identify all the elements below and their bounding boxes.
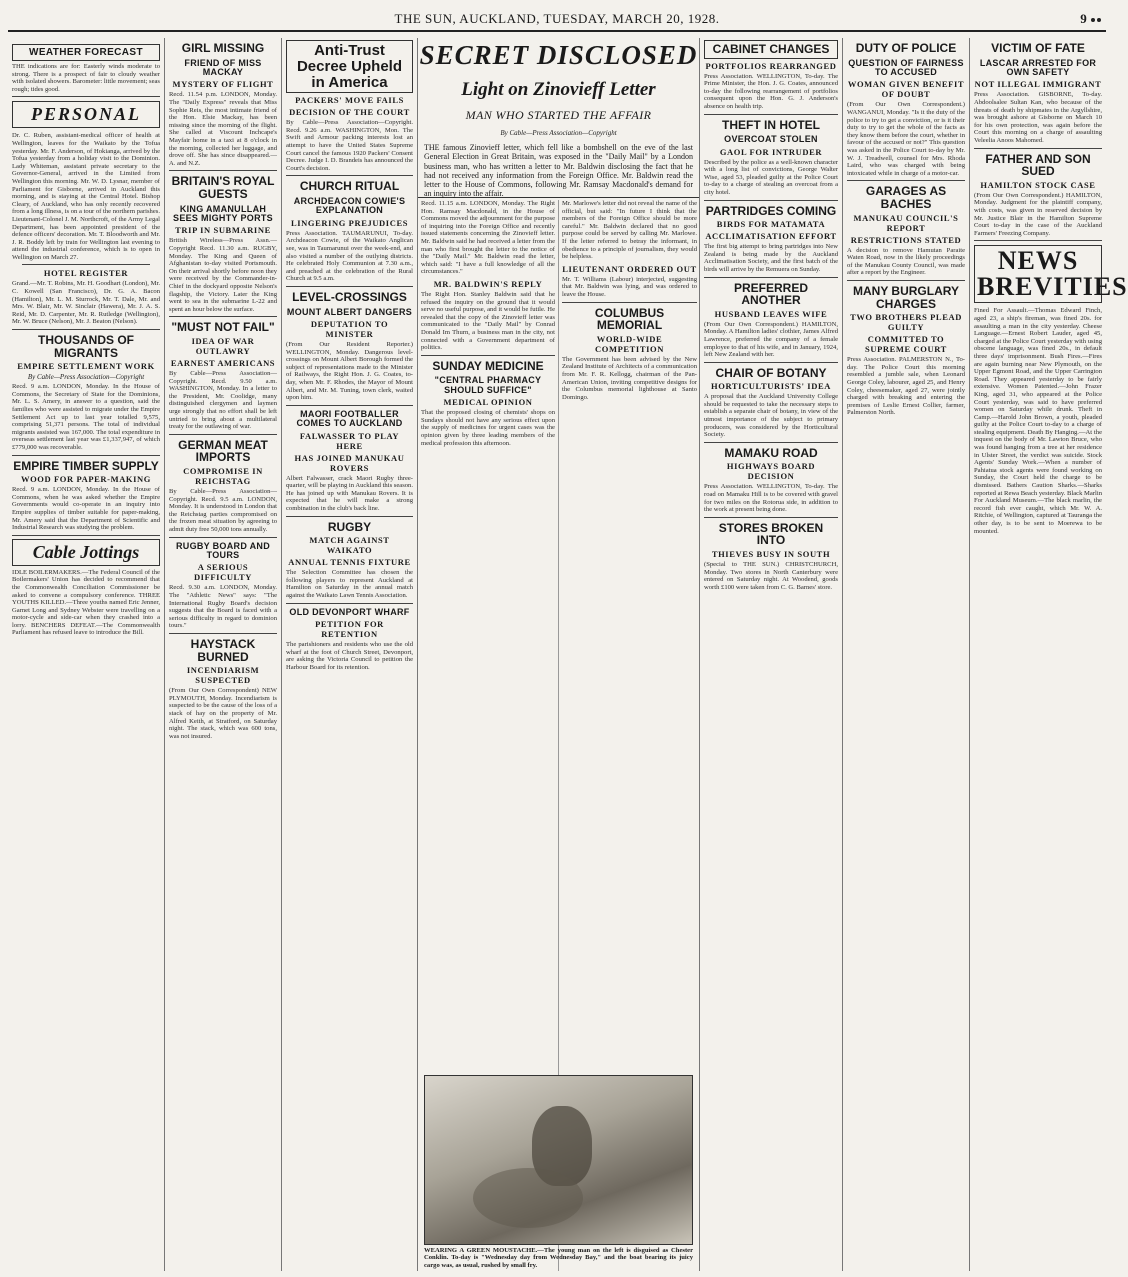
lieutenant-subheading: LIEUTENANT ORDERED OUT [562, 263, 697, 274]
war-subheading: IDEA OF WAR OUTLAWRY [191, 336, 255, 356]
feature-lower [418, 200, 699, 1271]
compromise-subheading: COMPROMISE IN REICHSTAG [183, 465, 263, 486]
hamilton-subheading: HAMILTON STOCK CASE [980, 179, 1096, 190]
thousands-subheading: EMPIRE SETTLEMENT WORK [17, 361, 155, 372]
news-brevities-text: Fined For Assault.—Thomas Edward Finch, aged 23, a ship's fireman, was fined 20s. for assaulting a man in the city yesterday. Cheese Language.—Ernest Robert Lauder, aged 45, charged at the Police Court yesterday with using obscene language, was fined 20s., in default three days' imprisonment. Bush Fires.—Fires are again burning near New Plymouth, on the Upper Egmont Road, and the Upper Carrington Road. They appeared yesterday to be fairly extensive. Women Patented.—John Frazer King, aged 31, who appeared at the Police Court yesterday, was said to have preferred women on Saturday while drunk. Theft in Camp.—Harold John Brown, a youth, pleaded guilty at the Police Court to-day to a charge of stealing equipment. Death By Hanging.—At the inquest on the body of Mr. Lawton Bruce, who was found hanging from a tree at her residence in Ulster Street, the verdict was suicide. Stock Agents' Sunday Work.—When a number of Pahiatua stock agents were found working on Sunday, the Court held the charge to be dismissed. Bathers Caution Sharks.—Sharks reported at Rewa Beach yesterday. Black Marlin For Auckland Museum.—The black marlin, the record fish ever caught, which Mr. W. A. Ritchie, of Wellington, captured at Tauranga the other day, is to be sent to Moerewa to be mounted. [974, 307, 1102, 535]
joined-subheading: HAS JOINED MANUKAU ROVERS [294, 452, 405, 473]
lingering-subheading: LINGERING PREJUDICES [290, 217, 409, 228]
news-brevities-heading: NEWS BREVITIES [974, 245, 1102, 303]
garages-heading: GARAGES AS BACHES [865, 184, 947, 211]
banner-subheading: Light on Zinovieff Letter [461, 79, 656, 100]
earnest-text: By Cable—Press Association—Copyright. Recd. 9.50 a.m. WASHINGTON, Monday. In a letter to the President, Mr. Coolidge, many distinguished clergymen and laymen urge strongly that no effort shall be left untried to bring about a multilateral treaty for the outlawing of war. [169, 370, 277, 431]
news-photograph [424, 1075, 693, 1245]
acclimatisation-subheading: ACCLIMATISATION EFFORT [705, 231, 837, 242]
weather-text: THE indications are for: Easterly winds moderate to strong. There is a prospect of fair to cloudy weather with isolated showers. Barometer: little movement; seas rough; tides good. [12, 63, 160, 93]
tennis-text: The Selection Committee has chosen the following players to represent Auckland at Hamilton on Saturday in the annual match against the Waikato Lawn Tennis Association. [286, 569, 413, 600]
world-subheading: WORLD-WIDE COMPETITION [595, 333, 664, 354]
manukau-subheading: MANUKAU COUNCIL'S REPORT [853, 212, 959, 233]
earnest-subheading: EARNEST AMERICANS [170, 358, 276, 368]
jottings-text: IDLE BOILERMAKERS.—The Federal Council of the Boilermakers' Union has decided to recommend that the Commonwealth Conciliation Commissioner be asked to convene a compulsory conference. THREE YOUTHS KILLED.—Three youths named Eric Jenner, Garnet Long and Sydney Webster were travelling on a motor-cycle and side-car when they crashed into a lorry. BENCHERS DEFEAT.—The Commonwealth Parliament has refused leave to introduce the Bill. [12, 568, 160, 637]
hotel-text: Grand.—Mr. T. Robins, Mr. H. Goodhart (London), Mr. C. Kowell (San Francisco), Dr. G. A. Bacon (Hamilton), Mr. L. M. Sturrock, Mr. T. Dale, Mr. and Mrs. W. Blair, Mr. W. Sinclair (Hawera), Mr. J. A. S. Reid, Mr. D. Carpenter, Mr. R. Rutledge (Wellington), Mr. W. Bruce (Nelson), Mr. J. Beaton (Nelson). [12, 280, 160, 326]
thousands-heading: THOUSANDS OF MIGRANTS [38, 333, 134, 360]
german-heading: GERMAN MEAT IMPORTS [178, 437, 268, 465]
level-crossings-heading: LEVEL-CROSSINGS [292, 290, 407, 305]
banner-tagline: MAN WHO STARTED THE AFFAIR [465, 108, 652, 122]
brothers-subheading: TWO BROTHERS PLEAD GUILTY [850, 312, 962, 333]
committed-subheading: COMMITTED TO SUPREME COURT [865, 334, 947, 355]
theft-text: Described by the police as a well-known character with a long list of convictions, George Walter Wise, aged 53, pleaded guilty at the Police Court to-day to a charge of stealing an overcoat from a city hotel. [704, 158, 838, 196]
masthead [8, 6, 1106, 32]
highways-subheading: HIGHWAYS BOARD DECISION [726, 461, 816, 482]
church-text: Press Association. TAUMARUNUI, To-day. Archdeacon Cowie, of the Waikato Anglican see, was in Taumarunui over the week-end, and also visited a number of the outlying districts. He celebrated Holy Communion at 7.30 a.m., and preached at the celebration of the Rural Church at 9.5 a.m. [286, 229, 413, 283]
stores-text: (Special to THE SUN.) CHRISTCHURCH, Monday. Two stores in North Canterbury were entered on Saturday night. At Woodend, goods worth £100 were taken from C. G. Barnes' store. [704, 561, 838, 591]
banner-heading: SECRET DISCLOSED [419, 40, 698, 70]
sunday-heading: SUNDAY MEDICINE [432, 358, 544, 373]
burglary-heading: MANY BURGLARY CHARGES [852, 283, 959, 311]
incendiarism-subheading: INCENDIARISM SUSPECTED [186, 665, 260, 686]
weather-heading: WEATHER FORECAST [12, 44, 160, 61]
albert-heading: MOUNT ALBERT DANGERS [286, 306, 413, 317]
thousands-byline: By Cable—Press Association—Copyright [27, 373, 145, 382]
duty-text: (From Our Own Correspondent.) WANGANUI, Monday. "Is it the duty of the police to try to get a conviction, or is it their duty to try to get the whole of the facts as they know them before the court, whether in favour of the accused or not?" This question was asked in the Police Court to-day by Mr. W. J. Treadwell, counsel for Mrs. Rhoda Laird, who was charged with being intoxicated while in charge of a motor-car. [847, 101, 965, 177]
jottings-heading: Cable Jottings [12, 539, 160, 566]
botany-heading: CHAIR OF BOTANY [715, 365, 827, 380]
must-heading: "MUST NOT FAIL" [171, 320, 275, 335]
column-5 [700, 38, 843, 1271]
mystery-text: Recd. 11.54 p.m. LONDON, Monday. The "Daily Express" reveals that Miss Sophie Reis, the most intimate friend of the Hon. Elsie Mackay, has been missing since the morning of the flight. She called at Viscount Inchcape's Mayfair home in a taxi at 8 o'clock in the morning, collected her luggage, and drove off. She has since disappeared.—A. and N.Z. [169, 91, 277, 167]
burglary-text: Press Association. PALMERSTON N., To-day. The Police Court this morning resembled a jumble sale, when Leonard George Coley, labourer, aged 25, and Henry Coley, cheesemaker, aged 27, were jointly charged with breaking and entering the premises of Leslie Ernest Collier, farmer, Palmerston North. [847, 356, 965, 417]
cabinet-text: Press Association. WELLINGTON, To-day. The Prime Minister, the Hon. J. G. Coates, announced to-day the following rearrangement of portfolios consequent upon the Hon. G. J. Anderson's absence on health trip. [704, 72, 838, 110]
immigrant-subheading: NOT ILLEGAL IMMIGRANT [974, 79, 1102, 90]
mamaku-text: Press Association. WELLINGTON, To-day. The road on Mamaku Hill is to be covered with gravel for two miles on the Rotorua side, in addition to the work at present being done. [704, 483, 838, 514]
column-3 [282, 38, 418, 1271]
preferred-heading: PREFERRED ANOTHER [733, 280, 808, 308]
fixture-subheading: ANNUAL TENNIS FIXTURE [288, 557, 411, 568]
waikato-subheading: MATCH AGAINST WAIKATO [309, 535, 390, 556]
photo-caption: WEARING A GREEN MOUSTACHE.—The young man on the left is disguised as Chester Conklin. To-day is "Wednesday day from Wednesday Bay," and the boat bearing its juicy cargo was, as usual, rushed by small fry. [424, 1247, 693, 1269]
king-heading: KING AMANULLAH SEES MIGHTY PORTS [173, 203, 273, 224]
columbus-text: The Government has been advised by the New Zealand Institute of Architects of a communication from Mr. F. R. Kellogg, chairman of the Pan-American Union, inviting competitive designs for the Columbus memorial lighthouse at Santo Domingo. [562, 355, 697, 401]
archdeacon-heading: ARCHDEACON COWIE'S EXPLANATION [293, 196, 406, 216]
stores-heading: STORES BROKEN INTO [718, 520, 824, 548]
father-heading: FATHER AND SON SUED [985, 151, 1091, 179]
husband-subheading: HUSBAND LEAVES WIFE [714, 308, 828, 319]
central-heading: "CENTRAL PHARMACY SHOULD SUFFICE" [434, 375, 542, 395]
girl-heading: GIRL MISSING [181, 41, 265, 55]
maori-heading: MAORI FOOTBALLER COMES TO AUCKLAND [296, 408, 403, 429]
baldwin-text: The Right Hon. Stanley Baldwin said that he refused the inquiry on the ground that it would serve no useful purpose, and it would be futile. He revealed that the copy of the Zinovieff letter was communicated to the "Daily Mail" by Conrad Donald Im Thurn, a business man in the city, not connected with a Government department of politics. [421, 290, 555, 352]
rugby-board-text: Recd. 9.30 a.m. LONDON, Monday. The "Athletic News" says: "The International Rugby Board's decision suggests that the Board is faced with a serious difficulty in regard to dominion tours." [169, 584, 277, 630]
woman-subheading: WOMAN GIVEN BENEFIT OF DOUBT [847, 79, 965, 100]
horticulturists-subheading: HORTICULTURISTS' IDEA [711, 381, 831, 392]
deputation-subheading: DEPUTATION TO MINISTER [310, 319, 389, 340]
level-crossings-text: (From Our Resident Reporter.) WELLINGTON, Monday. Dangerous level-crossings on Mount Albert Borough formed the subject of representations made to the Minister of Railways, the Right Hon. J. G. Coates, to-day, when Mr. F. Rhodes, the Mayor of Mount Albert, and Mr. M. Tuning, town clerk, waited upon him. [286, 341, 413, 402]
haystack-text: (From Our Own Correspondent) NEW PLYMOUTH, Monday. Incendiarism is suspected to be the cause of the loss of a stack of hay on the property of Mr. Alfred Keith, at Stratford, on Saturday night. The stack, which was 600 tons, was not insured. [169, 687, 277, 740]
rugby-heading: RUGBY [327, 519, 372, 534]
column-4-feature [418, 38, 700, 1271]
feature-right-text: Mr. Marlowe's letter did not reveal the name of the official, but said: "In future I think that the members of the Foreign Office should be more careful." Mr. Baldwin declared that no good purpose could be served by calling Mr. Marlowe. If the letter referred to betray the informant, in obedience to a principle of journalism, they would be helpless. [562, 200, 697, 261]
royal-heading: BRITAIN'S ROYAL GUESTS [171, 174, 275, 201]
cabinet-heading: CABINET CHANGES [704, 40, 838, 59]
packers-subheading: PACKERS' MOVE FAILS [295, 95, 404, 106]
victim-text: Press Association. GISBORNE, To-day. Abdoolsalee Sultan Kan, who because of the threats of death by shipmates in the Argyllshire, was brought ashore at Gisborne on March 10 for his own protection, was again before the Court this morning on a charge of assaulting Veleelia Anoos Mahomed. [974, 91, 1102, 145]
sunday-text: That the proposed closing of chemists' shops on Sundays should not have any serious effect upon the supply of medicines for urgent cases was the opinion given by three leading members of the medical profession this afternoon. [421, 409, 555, 447]
page-number: 9 [1080, 11, 1102, 27]
gaol-subheading: GAOL FOR INTRUDER [719, 146, 823, 157]
columbus-heading: COLUMBUS MEMORIAL [594, 305, 665, 333]
hotel-heading: HOTEL REGISTER [43, 268, 129, 279]
preferred-text: (From Our Own Correspondent.) HAMILTON, Monday. A Hamilton ladies' clothier, James Alfred Lawrence, preferred the company of a female employee to that of his wife, and in January, 1924, left New Zealand with her. [704, 320, 838, 359]
thieves-subheading: THIEVES BUSY IN SOUTH [711, 549, 831, 559]
restrictions-subheading: RESTRICTIONS STATED [850, 234, 962, 245]
partridges-text: The first big attempt to bring partridges into New Zealand is being made by the Auckland Acclimatisation Society, and the first batch of the birds will arrive by the Remuera on Sunday. [704, 243, 838, 273]
column-7 [970, 38, 1128, 1271]
baldwin-heading: MR. BALDWIN'S REPLY [433, 278, 543, 289]
birds-subheading: BIRDS FOR MATAMATA [716, 219, 826, 230]
difficulty-subheading: A SERIOUS DIFFICULTY [193, 562, 253, 583]
feature-left-text: Recd. 11.15 a.m. LONDON, Monday. The Right Hon. Ramsay Macdonald, in the House of Commons moved the adjournment for the purpose of inquiring into the Foreign Office and recently issued statements concerning the Zinovieff letter. Mr. Baldwin said he had received a letter from the man who first brought the letter to the notice of the "Daily Mail." Mr. Baldwin read the letter, which said: "I have a full knowledge of all the circumstances." [421, 200, 555, 276]
personal-heading: PERSONAL [12, 101, 160, 128]
botany-text: A proposal that the Auckland University College should be requested to take the necessary steps to establish a separate chair of botany, in view of the utmost importance of the subject to primary producers, was considered by the Horticultural Society. [704, 393, 838, 439]
timber-heading: EMPIRE TIMBER SUPPLY [13, 458, 159, 473]
overcoat-heading: OVERCOAT STOLEN [724, 134, 818, 145]
rugby-board-heading: RUGBY BOARD AND TOURS [175, 540, 270, 560]
fairness-heading: QUESTION OF FAIRNESS TO ACCUSED [848, 57, 964, 78]
trip-subheading: TRIP IN SUBMARINE [175, 225, 271, 236]
mamaku-heading: MAMAKU ROAD [724, 445, 818, 460]
feature-banner [418, 38, 699, 198]
personal-text: Dr. C. Ruben, assistant-medical officer of health at Wellington, leaves for the Waikato by the Tofua yesterday. Mr. F. Anderson, of Hokianga, arrived by the Tofua yesterday from a holiday visit to the Dominion. Lady Whiteman, assistant private secretary to the Governor-General, arrived in the Limited from Wellington this morning. Mr. W. D. Lysnar, member of Parliament for Gisborne, arrived in Auckland this morning, and is staying at the Central Hotel. Bishop Cleary, of Auckland, who has only recently recovered from a long illness, is on a tour of the northern parishes. Lieutenant-Colonel J. M. Northcroft, of the Army Legal Department, has been appointed president of the defence officers' decoration. Mr. T. Bloodworth and Mr. J. R. Boddy left by train for Wellington last evening to attend the industrial conference, which is to open in Wellington on March 27. [12, 132, 160, 261]
lieutenant-text: Mr. T. Williams (Labour) interjected, suggesting that Mr. Baldwin was lying, and was ordered to leave the House. [562, 275, 697, 298]
decision-subheading: DECISION OF THE COURT [289, 107, 410, 118]
friend-heading: FRIEND OF MISS MACKAY [184, 57, 262, 78]
falwasser-subheading: FALWASSER TO PLAY HERE [299, 430, 400, 451]
partridges-heading: PARTRIDGES COMING [705, 203, 837, 218]
wharf-text: The parishioners and residents who use the old wharf at the foot of Church Street, Devonport, are asking the Victoria Council to petition the Harbour Board for its retention. [286, 641, 413, 671]
theft-heading: THEFT IN HOTEL [722, 117, 820, 132]
column-1 [8, 38, 165, 1271]
anti-trust-heading: Anti-Trust Decree Upheld in America [286, 40, 413, 93]
wharf-heading: OLD DEVONPORT WHARF [289, 606, 410, 617]
victim-heading: VICTIM OF FATE [991, 41, 1085, 55]
column-6 [843, 38, 970, 1271]
banner-lead-text: THE famous Zinovieff letter, which fell like a bombshell on the eve of the last General Election in Great Britain, was exposed in the "Daily Mail" by a London business man, who has written a letter to Mr. Baldwin disclosing the fact that he had not received any information from the Foreign Office. Mr. Baldwin read the letter to the House of Commons, following Mr. Ramsay Macdonald's demand for an inquiry into the affair. [424, 143, 693, 199]
father-text: (From Our Own Correspondent.) HAMILTON, Monday. Judgment for the plaintiff company, with costs, was given in reserved decision by Mr. Justice Blair in the Hamilton Supreme Court to-day in the case of the Auckland Farmers' Freezing Company. [974, 191, 1102, 237]
petition-subheading: PETITION FOR RETENTION [315, 619, 384, 640]
mystery-subheading: MYSTERY OF FLIGHT [172, 79, 274, 90]
opinion-subheading: MEDICAL OPINION [443, 397, 533, 408]
garages-text: A decision to remove Hamutan Paraite Waten Road, now in the likely proceedings of the Manukau County Council, was made after a report by the Engineer. [847, 246, 965, 277]
duty-heading: DUTY OF POLICE [855, 41, 957, 55]
timber-subheading: WOOD FOR PAPER-MAKING [20, 474, 151, 485]
banner-byline: By Cable—Press Association—Copyright [500, 129, 617, 137]
anti-trust-text: By Cable—Press Association—Copyright. Recd. 9.26 a.m. WASHINGTON, Mon. The Swift and Armour packing interests lost an attempt to have the United States Supreme Court cancel the famous 1920 Packers' Consent Decree. Judge I. D. Brandeis has announced the Court's decision. [286, 119, 413, 172]
trip-text: British Wireless—Press Assn.—Copyright Recd. 11.30 a.m. RUGBY, Monday. The King and Queen of Afghanistan to-day visited Portsmouth. On their arrival shortly before noon they were received by the Commander-in-Chief in the dockyard opposite Nelson's flagship, the Victory. Later the King went to sea in the submarine L-22 and spent an hour below the surface. [169, 237, 277, 313]
haystack-heading: HAYSTACK BURNED [190, 636, 256, 664]
lascar-heading: LASCAR ARRESTED FOR OWN SAFETY [979, 57, 1097, 78]
timber-text: Recd. 9 a.m. LONDON, Monday. In the House of Commons, when he was asked whether the Empire Governments would co-operate in an inquiry into Empire supplies of timber suitable for paper-making, Mr. Amery said that the Department of Scientific and Industrial Research was studying the problem. [12, 486, 160, 532]
german-text: By Cable—Press Association—Copyright. Recd. 9.5 a.m. LONDON, Monday. It is understood in London that the Reichstag parties compromised on the frozen meat situation by agreeing to admit duty free 50,000 tons annually. [169, 487, 277, 533]
column-2 [165, 38, 282, 1271]
masthead-title: THE SUN, AUCKLAND, TUESDAY, MARCH 20, 1928. [394, 11, 720, 26]
portfolios-subheading: PORTFOLIOS REARRANGED [705, 60, 837, 71]
thousands-text: Recd. 9 a.m. LONDON, Monday. In the House of Commons, the Secretary of State for the Dominions, Mr. L. S. Amery, in answer to a question, said the families who were assisted to migrate under the Empire Settlement Act up to last year totalled 9,575, comprising 51,371 persons. The total of individual migrants assisted was 167,000. The total expenditure in overseas settlement last year was £1,337,947, of which £779,000 was recoverable. [12, 383, 160, 451]
church-heading: CHURCH RITUAL [299, 179, 400, 194]
maori-text: Albert Falwasser, crack Maori Rugby three-quarter, will be playing in Auckland this season. He has joined up with Manukau Rovers. It is expected that he will make a strong combination in the club's back line. [286, 474, 414, 513]
